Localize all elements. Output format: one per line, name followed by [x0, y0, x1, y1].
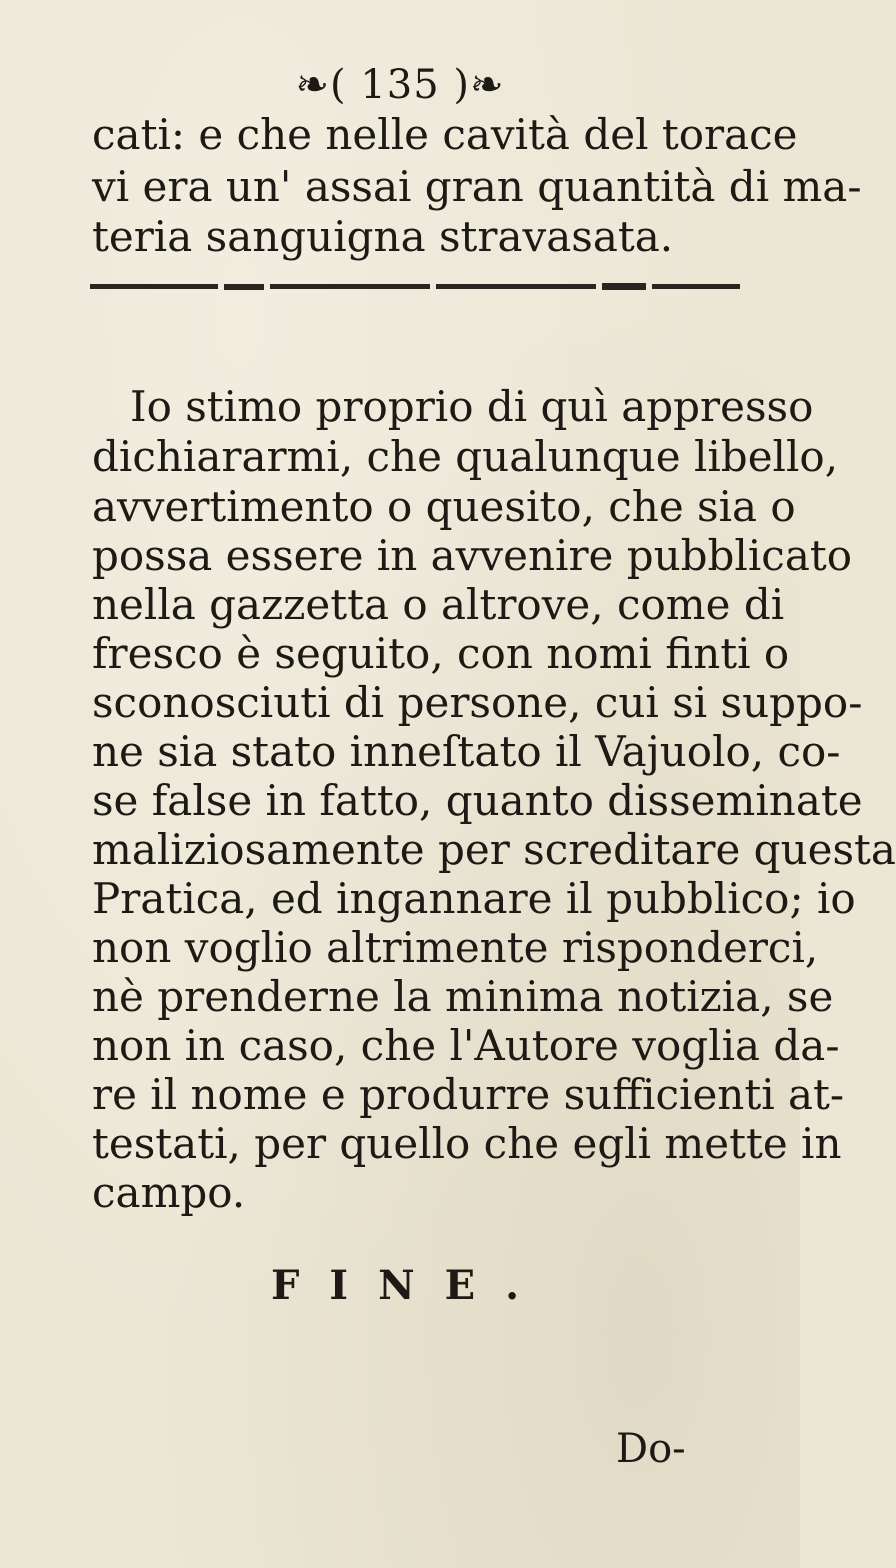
text-line: sconosciuti di persone, cui si suppo- [92, 678, 863, 727]
text-line: maliziosamente per screditare questa [92, 825, 896, 874]
ornamental-rule [90, 282, 740, 292]
text-line: non in caso, che l'Autore voglia da- [92, 1021, 840, 1070]
text-line: se false in fatto, quanto disseminate [92, 776, 863, 825]
catchword: Do- [616, 1426, 686, 1472]
text-line: testati, per quello che egli mette in [92, 1119, 842, 1168]
text-line: campo. [92, 1168, 246, 1217]
text-line: nella gazzetta o altrove, come di [92, 580, 785, 629]
text-line: fresco è seguito, con nomi finti o [92, 629, 790, 678]
text-line: Io stimo proprio di quì appresso [130, 382, 814, 431]
text-line: vi era un' assai gran quantità di ma- [92, 162, 862, 211]
text-line: nè prenderne la minima notizia, se [92, 972, 834, 1021]
text-line: avvertimento o quesito, che sia o [92, 482, 796, 531]
text-line: Pratica, ed ingannare il pubblico; io [92, 874, 856, 923]
text-line: cati: e che nelle cavità del torace [92, 110, 798, 159]
text-line: dichiararmi, che qualunque libello, [92, 432, 839, 481]
text-line: ne sia stato inneſtato il Vajuolo, co- [92, 727, 841, 776]
text-line: teria sanguigna stravasata. [92, 212, 674, 261]
text-line: re il nome e produrre sufficienti at- [92, 1070, 845, 1119]
text-line: non voglio altrimente risponderci, [92, 923, 819, 972]
text-line: possa essere in avvenire pubblicato [92, 531, 853, 580]
page-number-header: ❧( 135 )❧ [295, 62, 505, 108]
fine-end-mark: FINE. [270, 1262, 550, 1309]
